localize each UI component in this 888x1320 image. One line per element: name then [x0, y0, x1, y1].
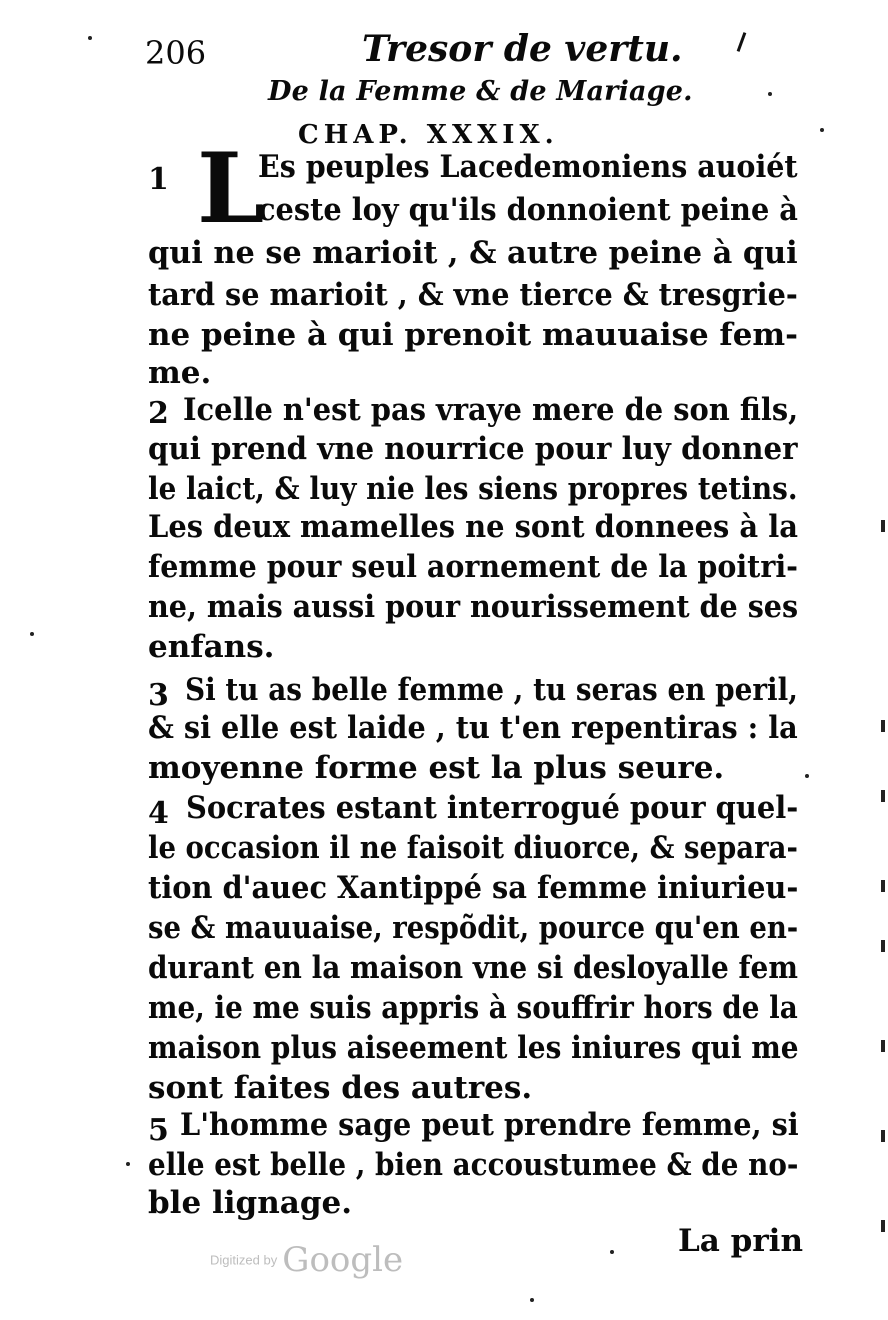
scan-speck [805, 774, 809, 778]
text-line: se & mauuaise, respõdit, pource qu'en en- [148, 910, 799, 946]
scan-speck [610, 1250, 614, 1254]
text-line: ne peine à qui prenoit mauuaise fem- [148, 317, 799, 353]
edge-mark [881, 880, 885, 892]
drop-cap: L [197, 132, 265, 245]
text-line: maison plus aiseement les iniures qui me [148, 1030, 799, 1066]
text-line: me. [148, 355, 212, 391]
scan-speck [768, 92, 772, 96]
text-line: tard se marioit , & vne tierce & tresgrie- [148, 277, 798, 313]
text-line: ne, mais aussi pour nourissement de ses [148, 589, 799, 625]
watermark-prefix: Digitized by [210, 1252, 278, 1268]
text-line: le occasion il ne faisoit diuorce, & separa- [148, 830, 798, 866]
section-title: De la Femme & de Mariage. [268, 76, 693, 107]
text-line: L'homme sage peut prendre femme, si [180, 1107, 799, 1143]
page-number: 206 [145, 34, 207, 72]
text-line: le laict, & luy nie les siens propres tetins. [148, 471, 798, 507]
text-line: tion d'auec Xantippé sa femme iniurieu- [148, 870, 799, 906]
edge-mark [881, 520, 885, 532]
edge-mark [881, 790, 885, 802]
edge-mark [881, 1040, 885, 1052]
text-line: & si elle est laide , tu t'en repentiras : la [148, 710, 798, 746]
paragraph-number: 5 [148, 1113, 169, 1148]
chapter-heading: CHAP. XXXIX. [298, 120, 559, 150]
text-line: Icelle n'est pas vraye mere de son fils, [183, 392, 799, 428]
text-line: qui ne se marioit , & autre peine à qui [148, 235, 798, 271]
text-line: moyenne forme est la plus seure. [148, 750, 725, 786]
text-line: Si tu as belle femme , tu seras en peril, [185, 672, 798, 708]
paragraph-number: 3 [148, 678, 169, 713]
text-line: sont faites des autres. [148, 1070, 533, 1106]
digitized-watermark [210, 1240, 403, 1280]
scan-speck [30, 632, 34, 636]
paragraph-number: 2 [148, 396, 169, 431]
text-line: durant en la maison vne si desloyalle fem [148, 950, 798, 986]
text-line: ceste loy qu'ils donnoient peine à [258, 192, 798, 228]
catchword: La prin [678, 1223, 803, 1259]
scan-speck [530, 1298, 534, 1302]
watermark-brand: Google [282, 1240, 404, 1280]
text-line: me, ie me suis appris à souffrir hors de la [148, 990, 798, 1026]
scan-speck [820, 128, 824, 132]
running-title: Tresor de vertu. [362, 28, 683, 70]
edge-mark [881, 1130, 885, 1142]
paragraph-number: 1 [148, 162, 169, 197]
paragraph-number: 4 [148, 796, 169, 831]
edge-mark [881, 720, 885, 732]
scan-speck [126, 1162, 130, 1166]
scan-speck [88, 36, 92, 40]
ink-mark [737, 32, 747, 52]
edge-mark [881, 1220, 885, 1232]
text-line: femme pour seul aornement de la poitri- [148, 549, 798, 585]
text-line: qui prend vne nourrice pour luy donner [148, 431, 798, 467]
text-line: Es peuples Lacedemoniens auoiét [258, 149, 798, 185]
text-line: Socrates estant interrogué pour quel- [186, 790, 799, 826]
text-line: Les deux mamelles ne sont donnees à la [148, 509, 798, 545]
text-line: ble lignage. [148, 1185, 353, 1221]
edge-mark [881, 940, 885, 952]
text-line: elle est belle , bien accoustumee & de no- [148, 1147, 799, 1183]
text-line: enfans. [148, 629, 275, 665]
